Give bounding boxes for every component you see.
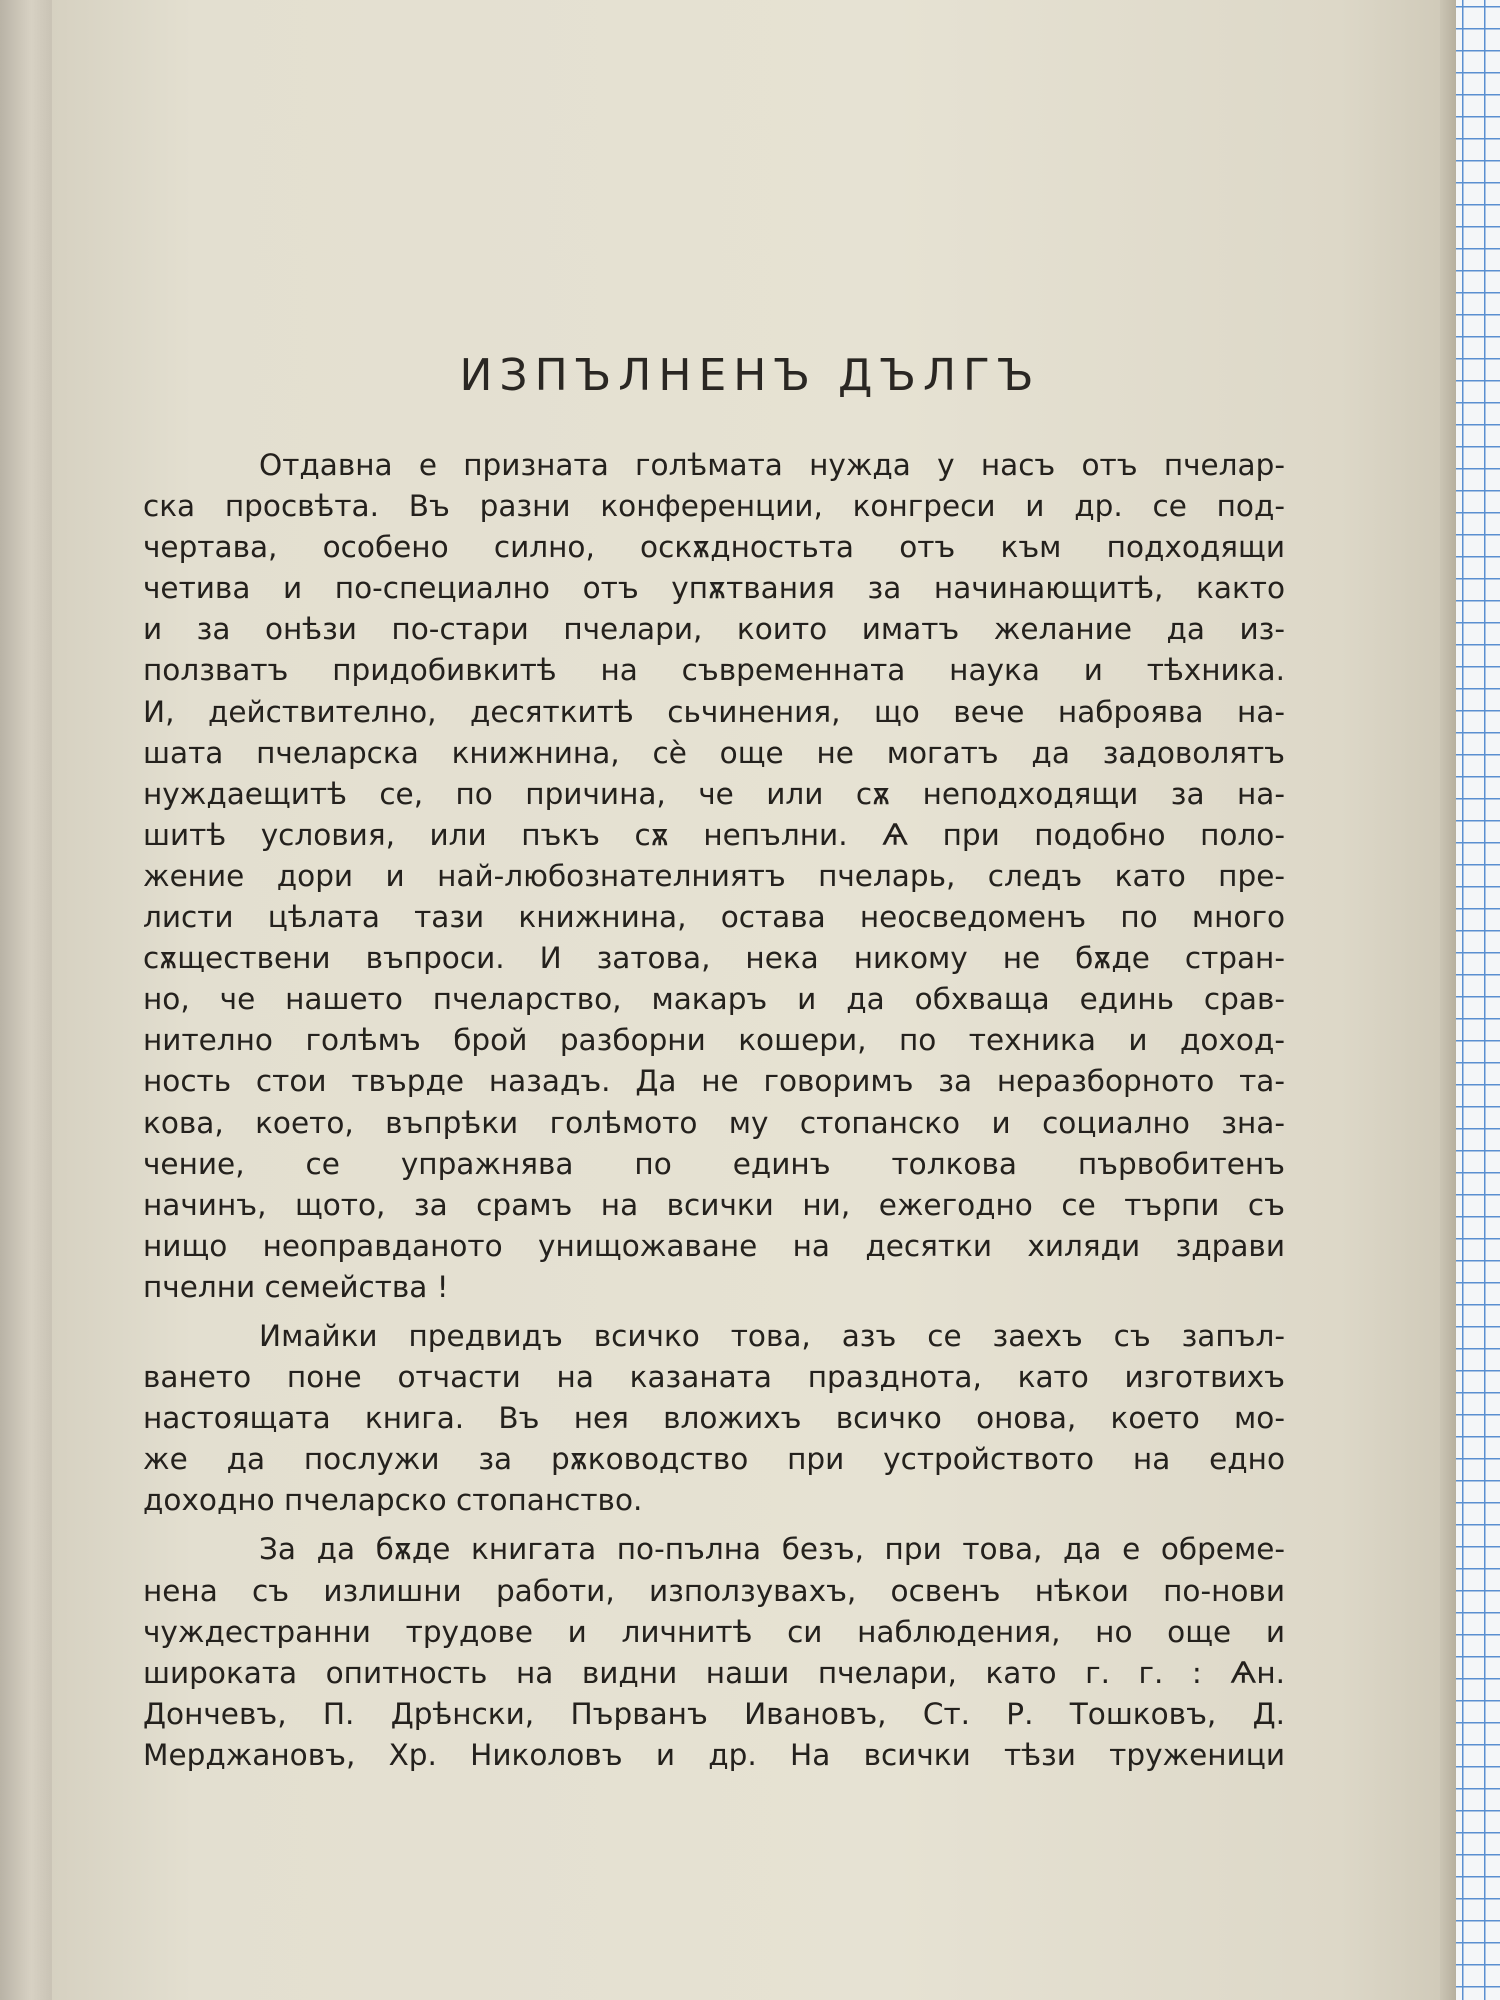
text-line: настоящата книга. Въ нея вложихъ всичко онова, което мо- [143,1401,1285,1436]
text-line: Мерджановъ, Хр. Николовъ и др. На всички тѣзи труженици [143,1737,1285,1772]
text-line: доходно пчеларско стопанство. [143,1483,643,1518]
text-line: чуждестранни трудове и личнитѣ си наблюдения, но още и [143,1614,1285,1649]
text-line: И, действително, десяткитѣ сьчинения, що вече наброява на- [143,694,1285,729]
text-line: Дончевъ, П. Дрѣнски, Първанъ Ивановъ, Ст. Р. Тошковъ, Д. [143,1696,1285,1731]
text-line: чертава, особено силно, оскѫдностьта отъ към подходящи [143,530,1285,565]
text-line: кова, което, въпрѣки голѣмото му стопанско и социално зна- [143,1105,1285,1140]
text-line: чение, се упражнява по единъ толкова първобитенъ [143,1146,1285,1181]
text-line: шата пчеларска книжнина, сѐ още не могатъ да задоволятъ [143,735,1285,770]
paragraph-1 [143,445,1285,1308]
grid-paper-background [1456,0,1500,2000]
text-line: пчелни семейства ! [143,1269,449,1304]
text-line: и за онѣзи по-стари пчелари, които иматъ желание да из- [143,612,1285,647]
text-line: шитѣ условия, или пъкъ сѫ непълни. Ѧ при подобно поло- [143,817,1285,852]
text-line: нена съ излишни работи, използувахъ, освенъ нѣкои по-нови [143,1573,1285,1608]
body-text [143,445,1285,1776]
text-line: нително голѣмъ брой разборни кошери, по техника и доход- [143,1023,1285,1058]
text-line: ска просвѣта. Въ разни конференции, конгреси и др. се под- [143,489,1285,524]
paragraph-gap [143,1308,1285,1316]
page-title: ИЗПЪЛНЕНЪ ДЪЛГЪ [459,350,1041,401]
paragraph-2 [143,1316,1285,1521]
text-line: ползватъ придобивкитѣ на съвременната наука и тѣхника. [143,653,1285,688]
text-line: же да послужи за рѫководство при устройството на едно [143,1442,1285,1477]
text-line: Отдавна е призната голѣмата нужда у насъ отъ пчелар- [259,448,1285,482]
text-line: Имайки предвидъ всичко това, азъ се заехъ съ запъл- [259,1318,1285,1353]
text-line: листи цѣлата тази книжнина, остава неосведоменъ по много [143,900,1285,935]
page-left-edge [0,0,52,2000]
text-line: нуждаещитѣ се, по причина, че или сѫ неподходящи за на- [143,776,1285,811]
text-line: ването поне отчасти на казаната празднота, като изготвихъ [143,1360,1285,1395]
paragraph-3 [143,1529,1285,1776]
text-line: ность стои твърде назадъ. Да не говоримъ за неразборното та- [143,1064,1285,1099]
text-line: широката опитность на видни наши пчелари, като г. г. : Ѧн. [143,1655,1285,1690]
text-line: начинъ, щото, за срамъ на всички ни, ежегодно се търпи съ [143,1187,1285,1222]
text-line: нищо неоправданото унищожаване на десятки хиляди здрави [143,1228,1285,1263]
text-line: четива и по-специално отъ упѫтвания за начинающитѣ, както [143,571,1285,606]
paragraph-gap [143,1521,1285,1529]
text-line: За да бѫде книгата по-пълна безъ, при това, да е обреме- [259,1532,1285,1567]
text-line: сѫществени въпроси. И затова, нека никому не бѫде стран- [143,941,1285,976]
text-line: но, че нашето пчеларство, макаръ и да обхваща единь срав- [143,982,1285,1017]
text-line: жение дори и най-любознателниятъ пчеларь, следъ като пре- [143,858,1285,893]
